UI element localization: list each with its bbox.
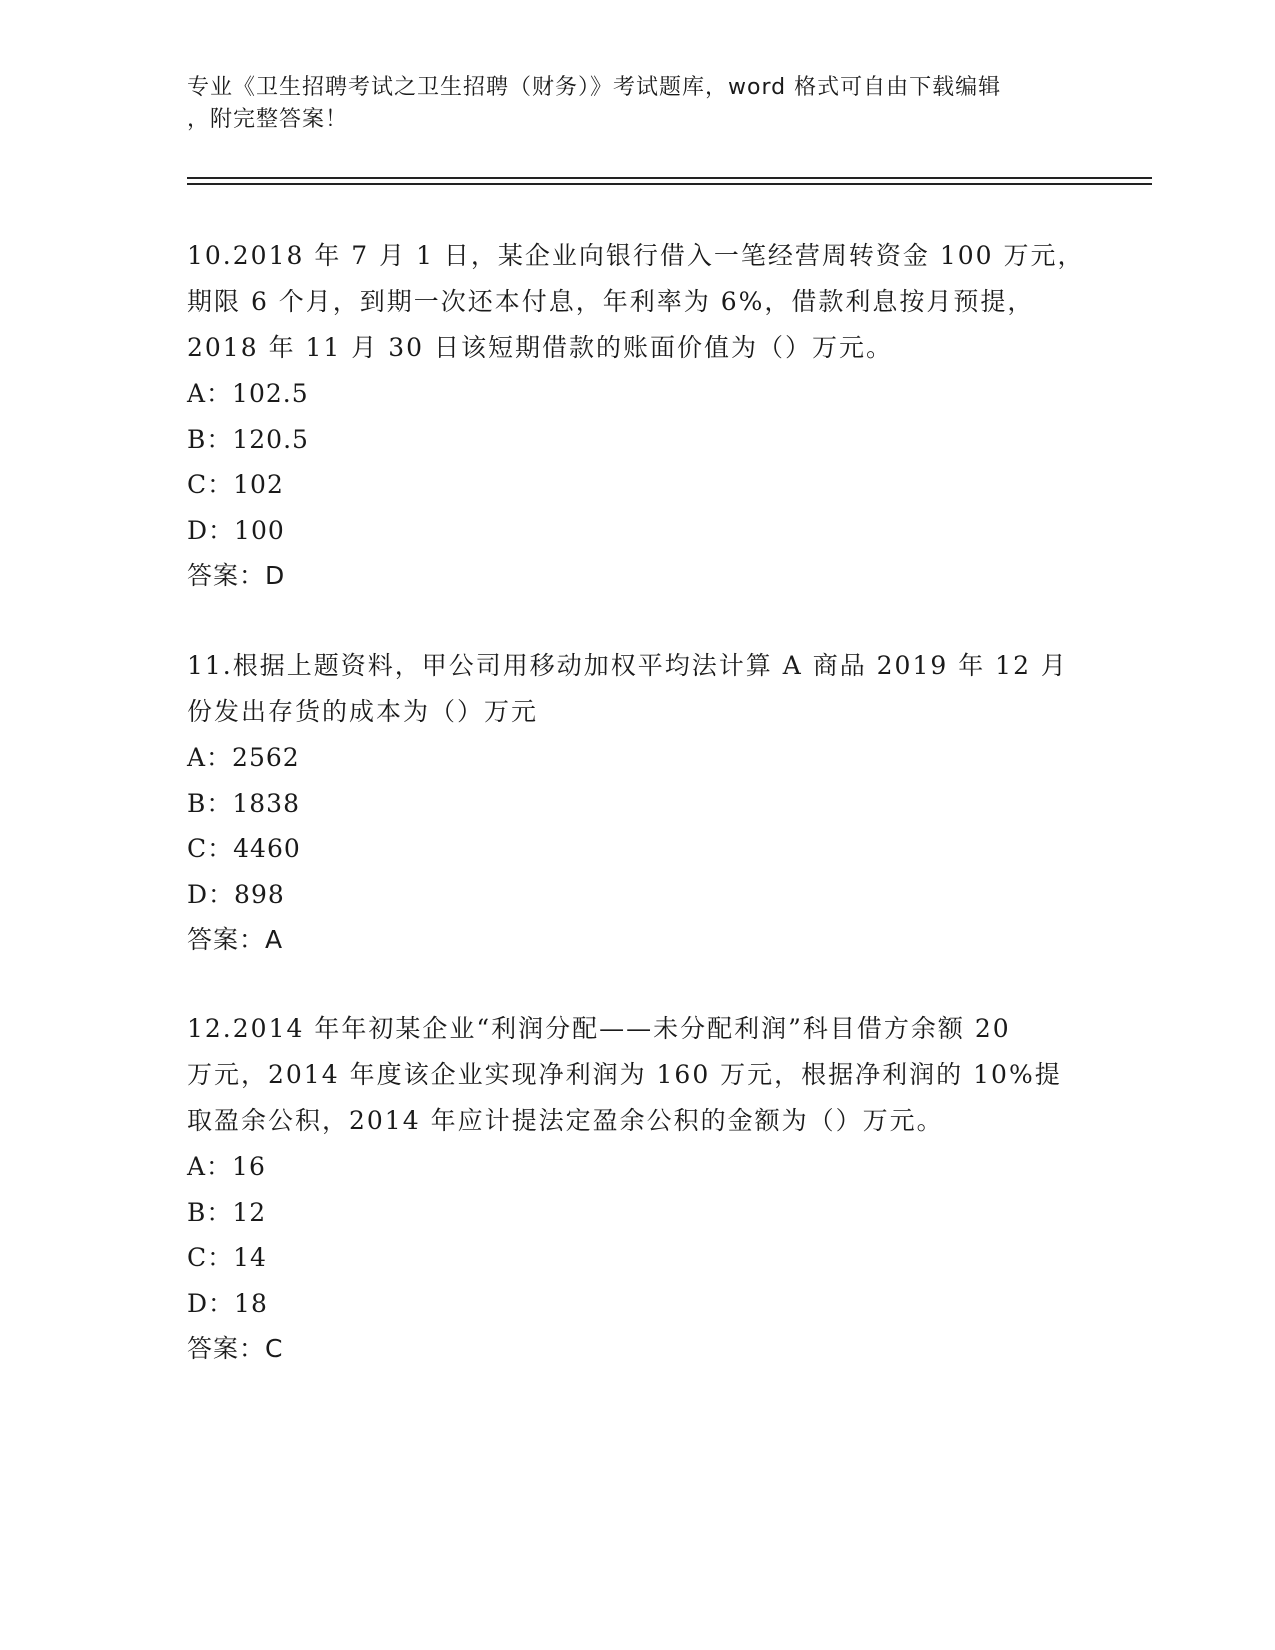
question-text — [187, 1006, 1087, 1144]
question-line: 12.2014 年年初某企业“利润分配——未分配利润”科目借方余额 20 — [187, 1014, 1011, 1043]
option-c: C：14 — [187, 1243, 267, 1272]
option-d: D：18 — [187, 1288, 268, 1318]
answer: 答案：C — [187, 1334, 284, 1363]
question-line: 2018 年 11 月 30 日该短期借款的账面价值为（）万元。 — [187, 333, 893, 362]
option-b: B：1838 — [187, 788, 300, 818]
option-b: B：12 — [187, 1197, 267, 1227]
option-a: A：102.5 — [187, 379, 309, 408]
option-c: C：4460 — [187, 834, 301, 863]
question-line: 11.根据上题资料，甲公司用移动加权平均法计算 A 商品 2019 年 12 月 — [187, 651, 1068, 680]
option-d: D：898 — [187, 879, 285, 909]
question-line: 取盈余公积，2014 年应计提法定盈余公积的金额为（）万元。 — [187, 1106, 944, 1135]
question-line: 份发出存货的成本为（）万元 — [187, 697, 539, 726]
document-header — [187, 72, 1067, 136]
header-line: 专业《卫生招聘考试之卫生招聘（财务）》考试题库，word 格式可自由下载编辑 — [187, 75, 1002, 100]
header-divider — [187, 183, 1152, 185]
option-b: B：120.5 — [187, 424, 309, 454]
question-text — [187, 233, 1087, 371]
question-10 — [187, 233, 1087, 599]
answer: 答案：D — [187, 561, 286, 590]
answer: 答案：A — [187, 925, 284, 954]
question-line: 期限 6 个月，到期一次还本付息，年利率为 6%，借款利息按月预提， — [187, 287, 1035, 316]
option-a: A：16 — [187, 1152, 266, 1181]
question-12 — [187, 1006, 1087, 1372]
header-line: ，附完整答案！ — [187, 107, 349, 132]
option-a: A：2562 — [187, 743, 300, 772]
option-d: D：100 — [187, 515, 285, 545]
header-divider — [187, 177, 1152, 179]
option-c: C：102 — [187, 470, 284, 499]
question-line: 万元，2014 年度该企业实现净利润为 160 万元，根据净利润的 10%提 — [187, 1060, 1062, 1089]
question-11 — [187, 643, 1087, 963]
question-line: 10.2018 年 7 月 1 日，某企业向银行借入一笔经营周转资金 100 万元， — [187, 241, 1085, 270]
question-text — [187, 643, 1087, 735]
